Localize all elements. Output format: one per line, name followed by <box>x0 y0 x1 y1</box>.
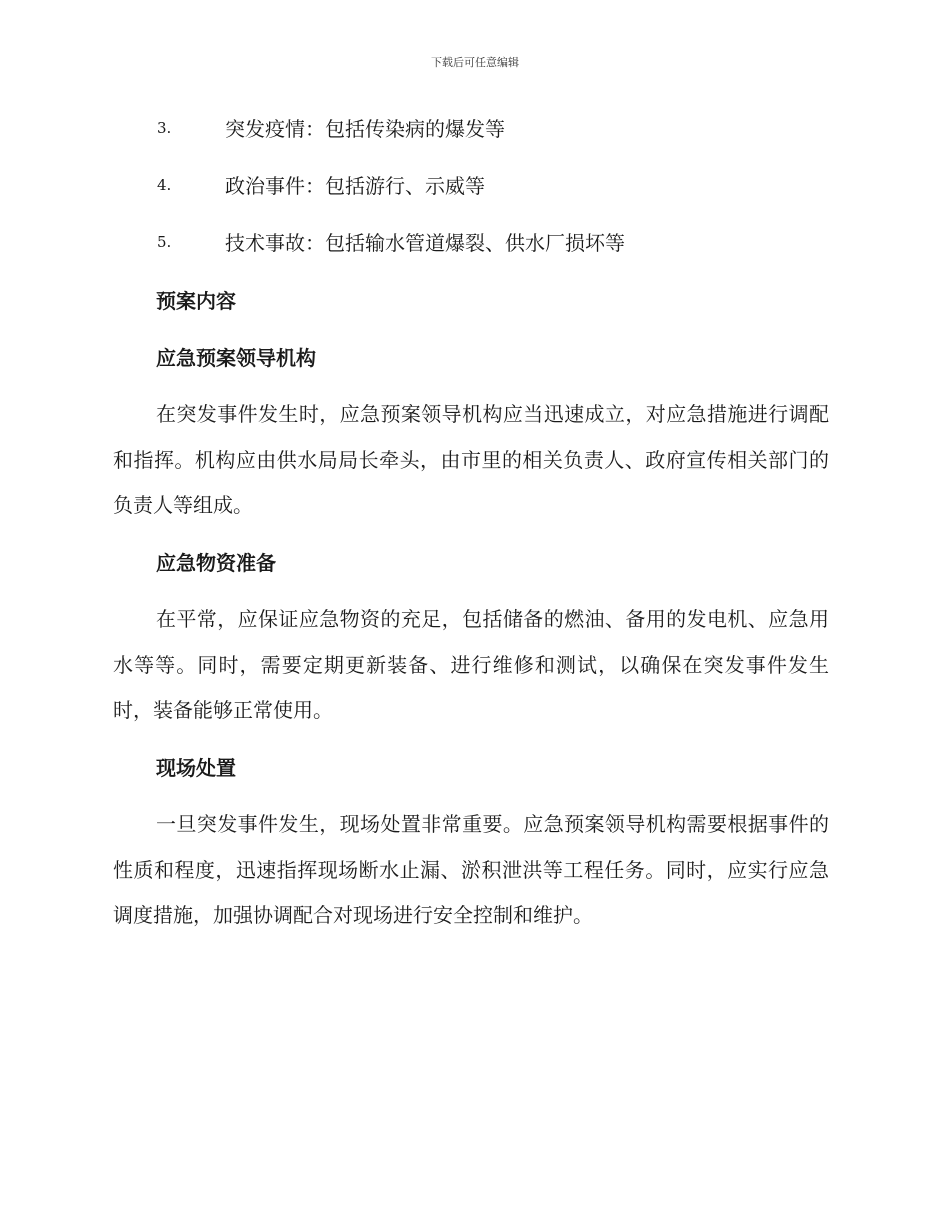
section-heading: 现场处置 <box>156 756 236 780</box>
section-body: 一旦突发事件发生，现场处置非常重要。应急预案领导机构需要根据事件的性质和程度，迅速指挥现场断水止漏、淤积泄洪等工程任务。同时，应实行应急调度措施，加强协调配合对现场进行安全控制和维护。 <box>113 812 829 927</box>
list-item <box>0 229 950 259</box>
page-header: 下载后可任意编辑 <box>431 56 519 69</box>
list-text: 突发疫情：包括传染病的爆发等 <box>225 117 505 141</box>
section-title: 预案内容 <box>156 289 236 313</box>
section-body: 在突发事件发生时，应急预案领导机构应当迅速成立，对应急措施进行调配和指挥。机构应由供水局局长牵头，由市里的相关负责人、政府宣传相关部门的负责人等组成。 <box>113 402 829 517</box>
list-number: 3. <box>157 119 172 137</box>
list-item <box>0 115 950 145</box>
section-heading: 应急物资准备 <box>156 551 276 575</box>
section-body: 在平常，应保证应急物资的充足，包括储备的燃油、备用的发电机、应急用水等等。同时，需要定期更新装备、进行维修和测试，以确保在突发事件发生时，装备能够正常使用。 <box>113 607 829 722</box>
list-text: 政治事件：包括游行、示威等 <box>225 174 485 198</box>
section-heading: 应急预案领导机构 <box>156 346 316 370</box>
list-number: 5. <box>157 233 172 251</box>
list-number: 4. <box>157 176 172 194</box>
list-item <box>0 172 950 202</box>
list-text: 技术事故：包括输水管道爆裂、供水厂损坏等 <box>225 231 625 255</box>
